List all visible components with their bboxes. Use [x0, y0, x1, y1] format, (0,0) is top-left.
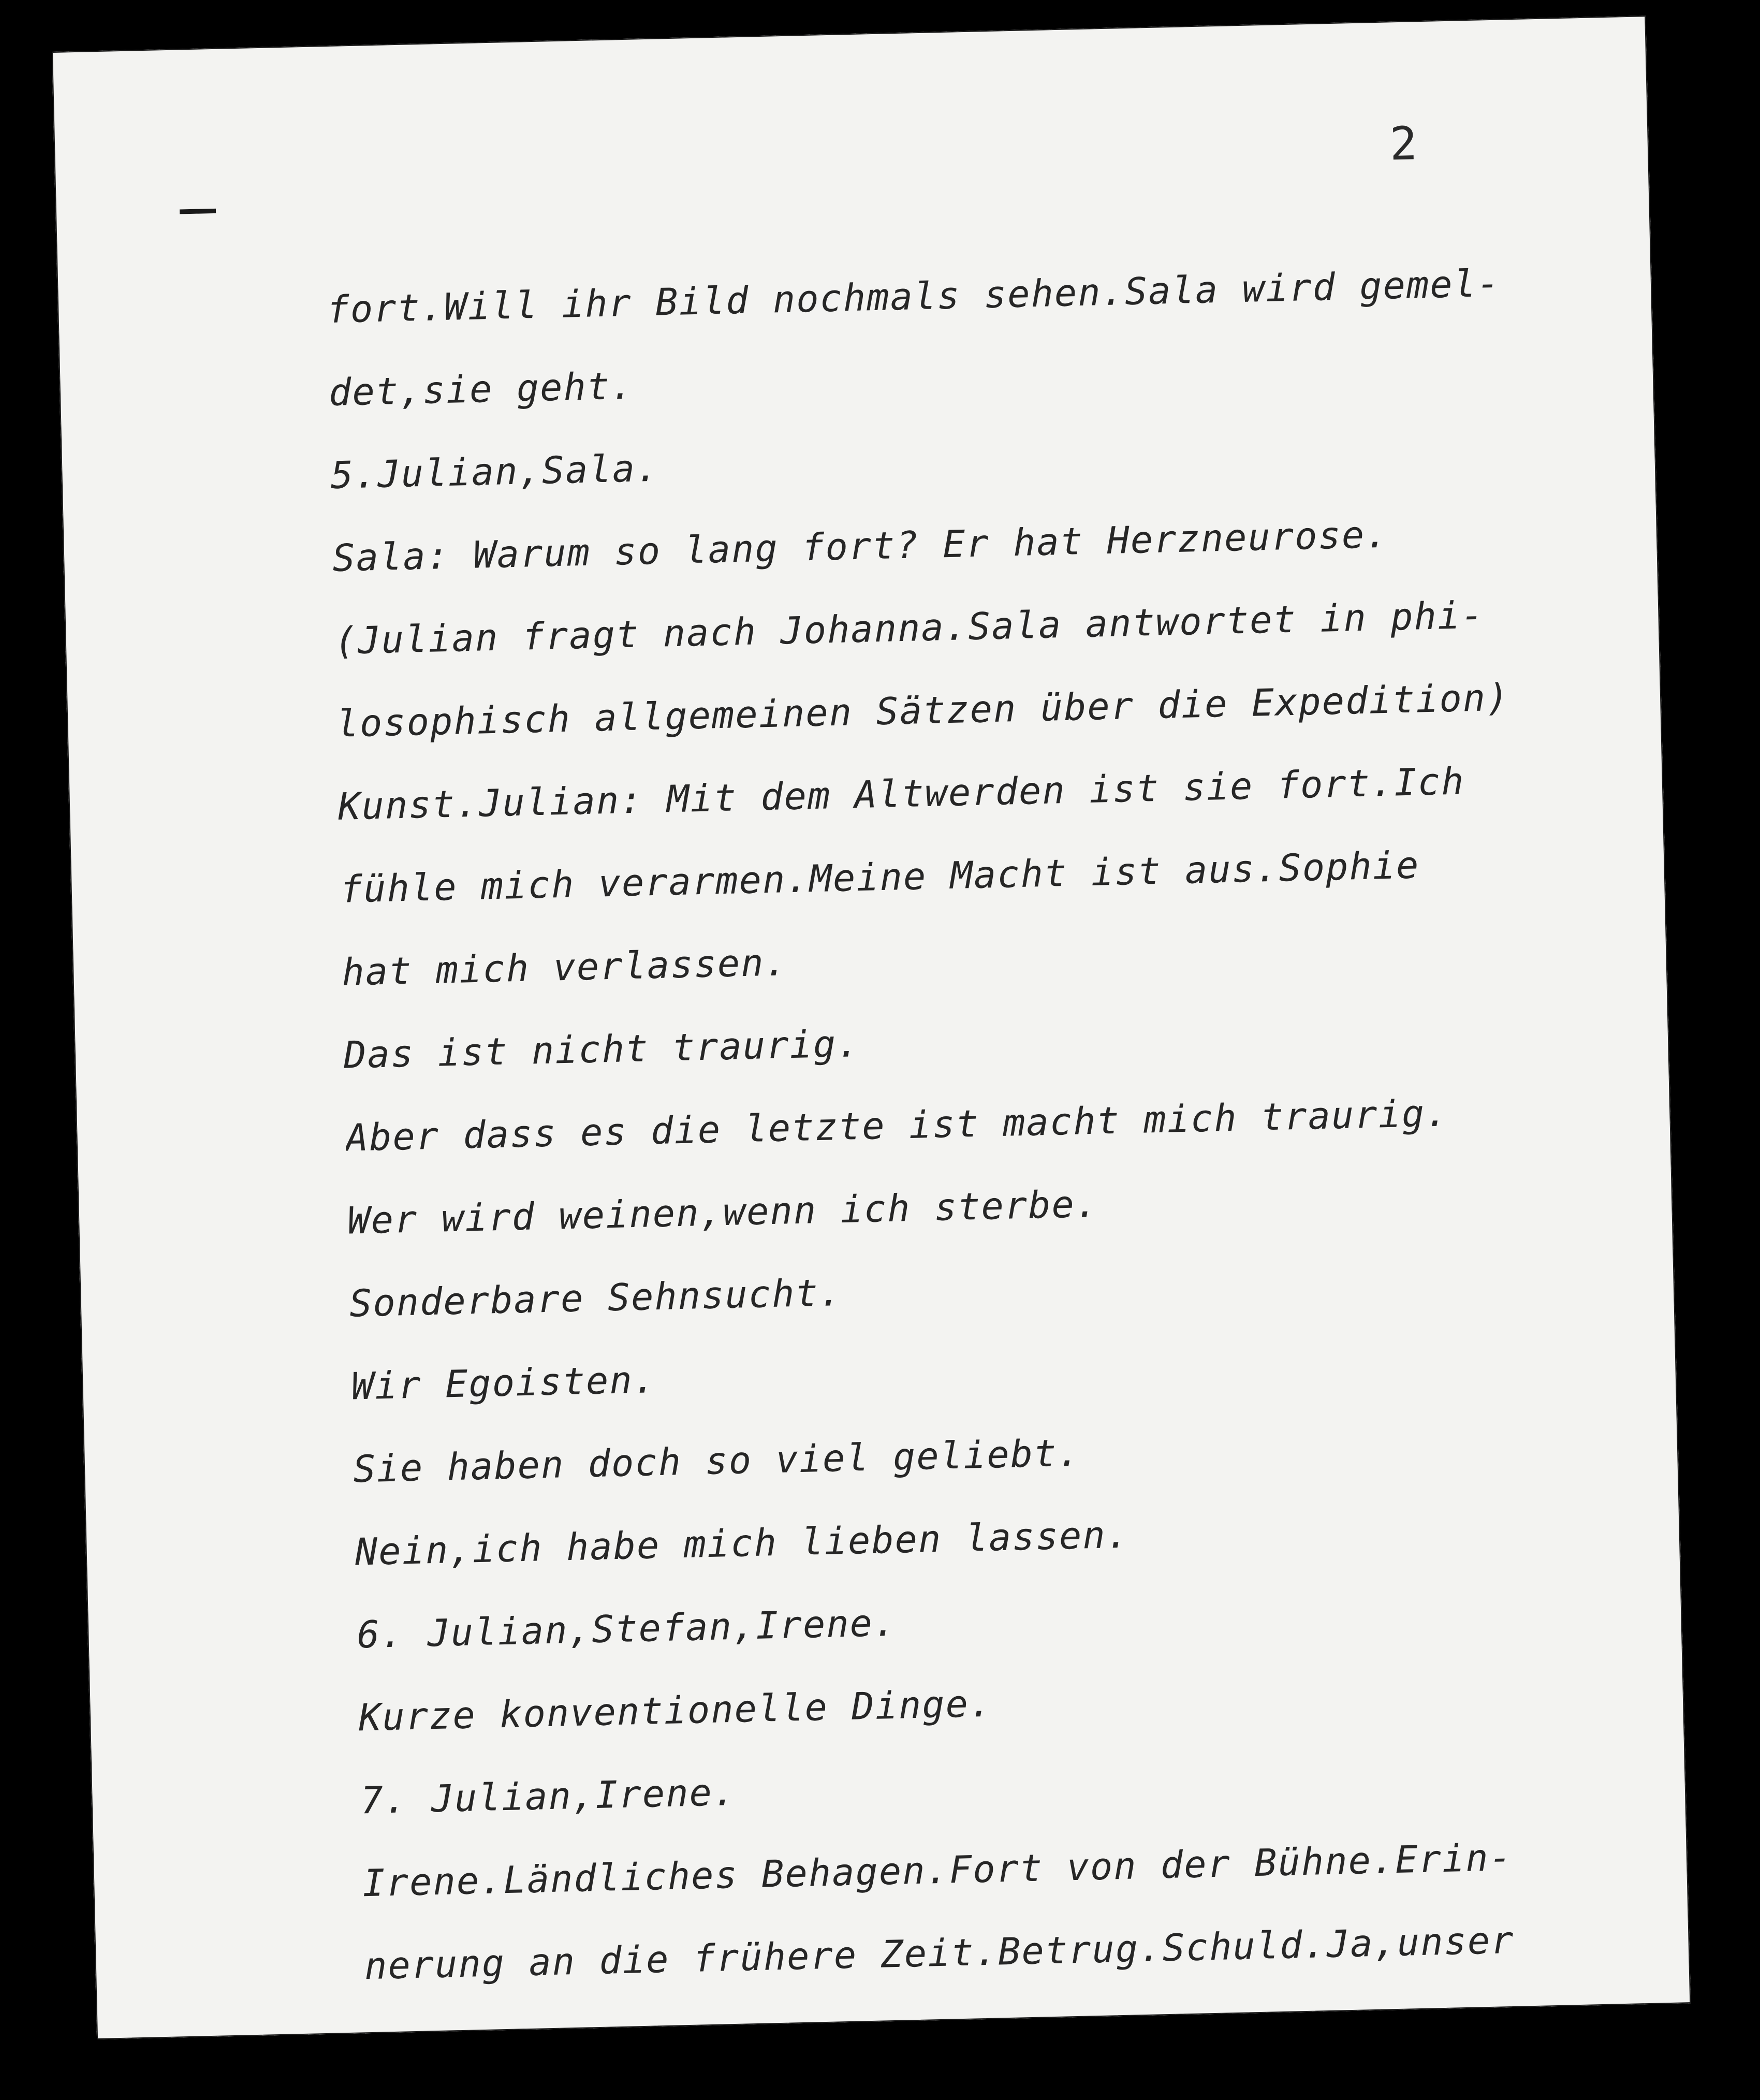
- text-line: Sie haben doch so viel geliebt.: [353, 1431, 1081, 1491]
- text-line: (Julian fragt nach Johanna.Sala antwortet in phi-: [334, 593, 1485, 663]
- text-line: Aber dass es die letzte ist macht mich traurig.: [345, 1091, 1449, 1160]
- text-line: Wir Egoisten.: [350, 1358, 657, 1408]
- scene-heading: 7. Julian,Irene.: [360, 1770, 737, 1822]
- page-number: 2: [1389, 116, 1418, 171]
- text-line: nerung an die frühere Zeit.Betrug.Schuld.Ja,unser: [364, 1918, 1515, 1988]
- scene-heading: 6. Julian,Stefan,Irene.: [356, 1600, 898, 1657]
- scene-heading: 5.Julian,Sala.: [330, 446, 660, 497]
- text-line: Irene.Ländliches Behagen.Fort von der Bühne.Erin-: [362, 1835, 1513, 1905]
- margin-dash-mark: [180, 209, 216, 214]
- text-line: hat mich verlassen.: [341, 940, 788, 994]
- text-line: Sonderbare Sehnsucht.: [349, 1270, 843, 1325]
- text-line: Das ist nicht traurig.: [343, 1022, 861, 1077]
- text-line: Wer wird weinen,wenn ich sterbe.: [347, 1182, 1099, 1243]
- text-line: Kurze konventionelle Dinge.: [358, 1681, 993, 1740]
- document-page: [52, 16, 1691, 2039]
- text-line: fort.Will ihr Bild nochmals sehen.Sala wird gemel-: [326, 261, 1501, 332]
- text-line: fühle mich verarmen.Meine Macht ist aus.Sophie: [339, 843, 1420, 911]
- typed-text-body: [326, 240, 1618, 2007]
- text-line: Sala: Warum so lang fort? Er hat Herzneurose.: [332, 512, 1389, 580]
- text-line: Nein,ich habe mich lieben lassen.: [354, 1512, 1130, 1574]
- text-line: Kunst.Julian: Mit dem Altwerden ist sie fort.Ich: [338, 759, 1465, 828]
- text-line: losophisch allgemeinen Sätzen über die Expedition): [335, 675, 1510, 746]
- text-line: det,sie geht.: [328, 363, 635, 415]
